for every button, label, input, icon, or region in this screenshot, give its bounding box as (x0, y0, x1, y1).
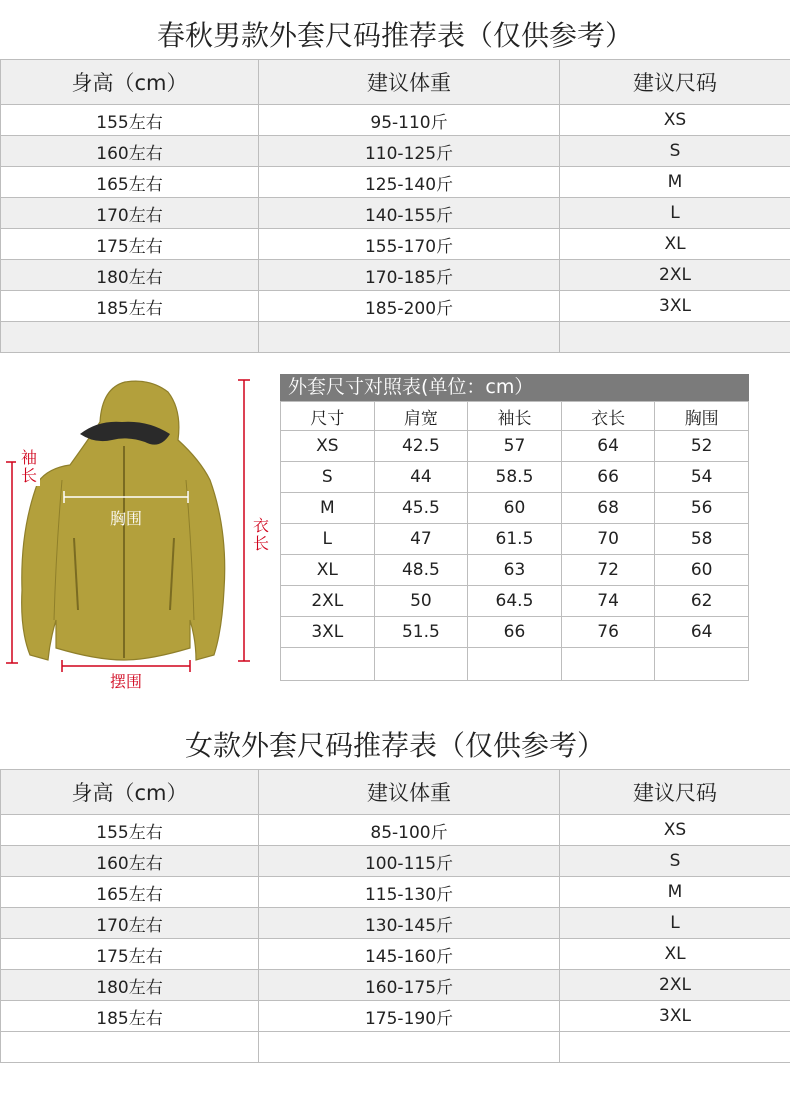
measurement-table (280, 401, 749, 681)
weight-cell: 185-200斤 (259, 291, 560, 322)
chest-label: 胸围 (109, 509, 142, 528)
size-cell: S (560, 136, 790, 167)
header-height: 身高（cm） (1, 60, 259, 105)
hem-label: 摆围 (109, 672, 142, 691)
size-cell: 2XL (560, 260, 790, 291)
cell: 2XL (281, 586, 375, 617)
table-row (281, 586, 749, 617)
height-cell: 175左右 (1, 229, 259, 260)
table-row (1, 815, 790, 846)
cell: 61.5 (468, 524, 562, 555)
women-size-title: 女款外套尺码推荐表（仅供参考） (184, 729, 605, 762)
cell: 50 (374, 586, 468, 617)
size-cell: S (560, 846, 790, 877)
cell: 68 (561, 493, 655, 524)
table-row (1, 908, 790, 939)
sleeve-length-label: 袖长 (20, 448, 37, 485)
cell: 63 (468, 555, 562, 586)
table-row (1, 846, 790, 877)
weight-cell: 145-160斤 (259, 939, 560, 970)
table-row (281, 555, 749, 586)
weight-cell: 140-155斤 (259, 198, 560, 229)
table-row (1, 939, 790, 970)
cell: 52 (655, 431, 749, 462)
weight-cell: 100-115斤 (259, 846, 560, 877)
weight-cell: 160-175斤 (259, 970, 560, 1001)
cell: 54 (655, 462, 749, 493)
table-row (1, 229, 790, 260)
cell: L (281, 524, 375, 555)
cell: 70 (561, 524, 655, 555)
men-size-title: 春秋男款外套尺码推荐表（仅供参考） (156, 19, 633, 52)
table-row (281, 617, 749, 648)
table-row-blank (1, 322, 790, 353)
size-cell: L (560, 908, 790, 939)
table-row (281, 493, 749, 524)
jacket-diagram (0, 370, 280, 700)
women-size-table (0, 769, 790, 1063)
header-size: 尺寸 (281, 402, 375, 431)
weight-cell: 110-125斤 (259, 136, 560, 167)
table-row (1, 198, 790, 229)
height-cell: 165左右 (1, 167, 259, 198)
height-cell: 180左右 (1, 260, 259, 291)
table-row (1, 1001, 790, 1032)
table-row-blank (281, 648, 749, 681)
size-cell: 3XL (560, 291, 790, 322)
table-header-row (281, 402, 749, 431)
table-row (281, 462, 749, 493)
height-cell: 165左右 (1, 877, 259, 908)
cell: 74 (561, 586, 655, 617)
size-cell: XL (560, 229, 790, 260)
header-weight: 建议体重 (259, 60, 560, 105)
cell: 66 (561, 462, 655, 493)
table-row (281, 524, 749, 555)
table-row-blank (1, 1032, 790, 1063)
size-cell: XL (560, 939, 790, 970)
cell: 45.5 (374, 493, 468, 524)
size-cell: XS (560, 815, 790, 846)
table-header-row (1, 60, 790, 105)
height-cell: 160左右 (1, 136, 259, 167)
height-cell: 170左右 (1, 198, 259, 229)
cell: M (281, 493, 375, 524)
height-cell: 175左右 (1, 939, 259, 970)
cell: 58.5 (468, 462, 562, 493)
header-height: 身高（cm） (1, 770, 259, 815)
cell: 76 (561, 617, 655, 648)
table-row (1, 260, 790, 291)
weight-cell: 115-130斤 (259, 877, 560, 908)
measurement-panel (280, 374, 749, 681)
weight-cell: 130-145斤 (259, 908, 560, 939)
cell: 47 (374, 524, 468, 555)
table-row (1, 167, 790, 198)
weight-cell: 175-190斤 (259, 1001, 560, 1032)
weight-cell: 170-185斤 (259, 260, 560, 291)
height-cell: 185左右 (1, 291, 259, 322)
men-size-table (0, 59, 790, 353)
cell: XS (281, 431, 375, 462)
header-sleeve: 袖长 (468, 402, 562, 431)
height-cell: 180左右 (1, 970, 259, 1001)
header-length: 衣长 (561, 402, 655, 431)
cell: 57 (468, 431, 562, 462)
weight-cell: 155-170斤 (259, 229, 560, 260)
header-shoulder: 肩宽 (374, 402, 468, 431)
cell: 3XL (281, 617, 375, 648)
header-size: 建议尺码 (560, 60, 790, 105)
cell: 62 (655, 586, 749, 617)
cell: S (281, 462, 375, 493)
size-cell: L (560, 198, 790, 229)
cell: 42.5 (374, 431, 468, 462)
table-row (1, 136, 790, 167)
measurement-title: 外套尺寸对照表(单位：cm） (280, 374, 749, 401)
table-row (1, 877, 790, 908)
size-cell: M (560, 877, 790, 908)
size-cell: M (560, 167, 790, 198)
size-cell: 3XL (560, 1001, 790, 1032)
table-row (1, 970, 790, 1001)
table-row (1, 291, 790, 322)
size-cell: 2XL (560, 970, 790, 1001)
header-weight: 建议体重 (259, 770, 560, 815)
table-header-row (1, 770, 790, 815)
cell: 64 (655, 617, 749, 648)
height-cell: 155左右 (1, 105, 259, 136)
height-cell: 185左右 (1, 1001, 259, 1032)
cell: 58 (655, 524, 749, 555)
cell: 60 (468, 493, 562, 524)
cell: 48.5 (374, 555, 468, 586)
height-cell: 160左右 (1, 846, 259, 877)
height-cell: 170左右 (1, 908, 259, 939)
cell: 60 (655, 555, 749, 586)
weight-cell: 85-100斤 (259, 815, 560, 846)
cell: 44 (374, 462, 468, 493)
cell: 51.5 (374, 617, 468, 648)
body-length-label: 衣长 (252, 516, 269, 553)
header-chest: 胸围 (655, 402, 749, 431)
weight-cell: 125-140斤 (259, 167, 560, 198)
size-cell: XS (560, 105, 790, 136)
cell: 56 (655, 493, 749, 524)
height-cell: 155左右 (1, 815, 259, 846)
header-size: 建议尺码 (560, 770, 790, 815)
weight-cell: 95-110斤 (259, 105, 560, 136)
cell: 64 (561, 431, 655, 462)
cell: 72 (561, 555, 655, 586)
cell: 64.5 (468, 586, 562, 617)
table-row (1, 105, 790, 136)
cell: XL (281, 555, 375, 586)
cell: 66 (468, 617, 562, 648)
table-row (281, 431, 749, 462)
